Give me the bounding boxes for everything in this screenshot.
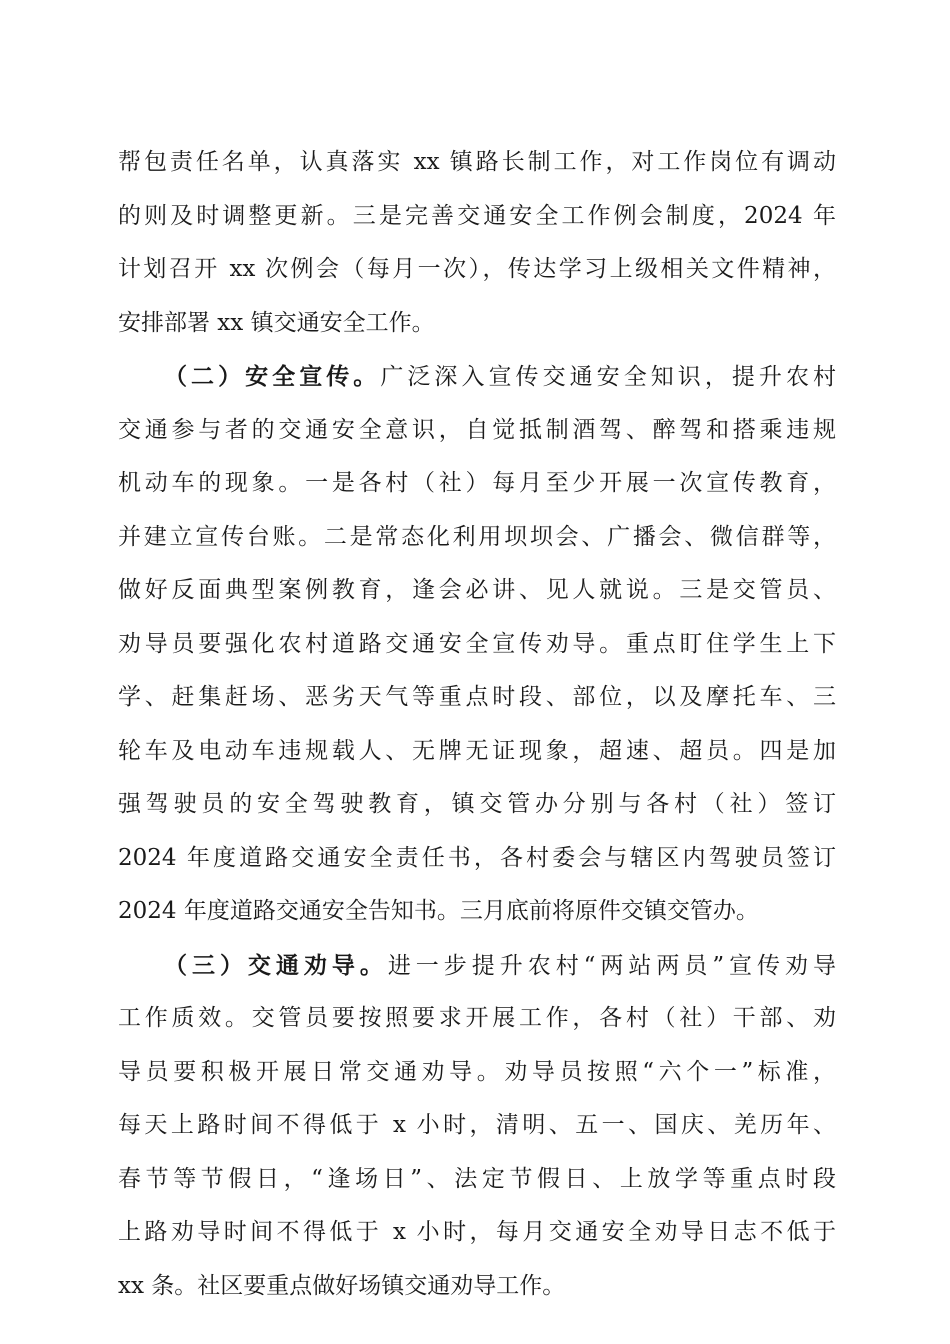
paragraph-3-line: 每天上路时间不得低于 x 小时，清明、五一、国庆、羌历年、 [118, 1112, 836, 1138]
section-heading-persuasion: （三）交通劝导。 [164, 951, 388, 979]
paragraph-2-first-line [118, 350, 836, 404]
paragraph-3-first-line [118, 939, 836, 993]
paragraph-2-line: 劝导员要强化农村道路交通安全宣传劝导。重点盯住学生上下 [118, 630, 836, 657]
paragraph-2-line: 学、赶集赶场、恶劣天气等重点时段、部位，以及摩托车、三 [118, 684, 836, 710]
paragraph-2-line: 机动车的现象。一是各村（社）每月至少开展一次宣传教育， [118, 470, 836, 496]
paragraph-2-line: 强驾驶员的安全驾驶教育，镇交管办分别与各村（社）签订 [118, 791, 836, 817]
paragraph-1-line: 帮包责任名单，认真落实 xx 镇路长制工作，对工作岗位有调动 [118, 149, 836, 175]
paragraph-1-line: 安排部署 xx 镇交通安全工作。 [118, 309, 435, 336]
paragraph-3-line: 导员要积极开展日常交通劝导。劝导员按照“六个一”标准， [118, 1058, 836, 1085]
paragraph-2-first-line-text: 广泛深入宣传交通安全知识，提升农村 [380, 364, 836, 390]
paragraph-3-line: 春节等节假日，“逢场日”、法定节假日、上放学等重点时段 [118, 1165, 836, 1192]
paragraph-2-line: 并建立宣传台账。二是常态化利用坝坝会、广播会、微信群等， [118, 523, 836, 550]
paragraph-3-line: 上路劝导时间不得低于 x 小时，每月交通安全劝导日志不低于 [118, 1219, 836, 1245]
paragraph-3-first-line-text: 进一步提升农村“两站两员”宣传劝导 [387, 952, 836, 979]
paragraph-1-line: 的则及时调整更新。三是完善交通安全工作例会制度，2024 年 [118, 202, 836, 229]
paragraph-1-line: 计划召开 xx 次例会（每月一次），传达学习上级相关文件精神， [118, 256, 836, 282]
paragraph-2-line: 2024 年度道路交通安全责任书，各村委会与辖区内驾驶员签订 [118, 844, 836, 871]
document-body [118, 136, 836, 1313]
paragraph-3-line: 工作质效。交管员要按照要求开展工作，各村（社）干部、劝 [118, 1005, 836, 1031]
paragraph-2-line: 轮车及电动车违规载人、无牌无证现象，超速、超员。四是加 [118, 737, 836, 764]
paragraph-2-line: 2024 年度道路交通安全告知书。三月底前将原件交镇交管办。 [118, 898, 759, 924]
paragraph-2-line: 交通参与者的交通安全意识，自觉抵制酒驾、醉驾和搭乘违规 [118, 416, 836, 443]
section-heading-publicity: （二）安全宣传。 [164, 363, 381, 390]
paragraph-2-line: 做好反面典型案例教育，逢会必讲、见人就说。三是交管员、 [118, 577, 836, 603]
paragraph-3-line: xx 条。社区要重点做好场镇交通劝导工作。 [118, 1272, 566, 1299]
